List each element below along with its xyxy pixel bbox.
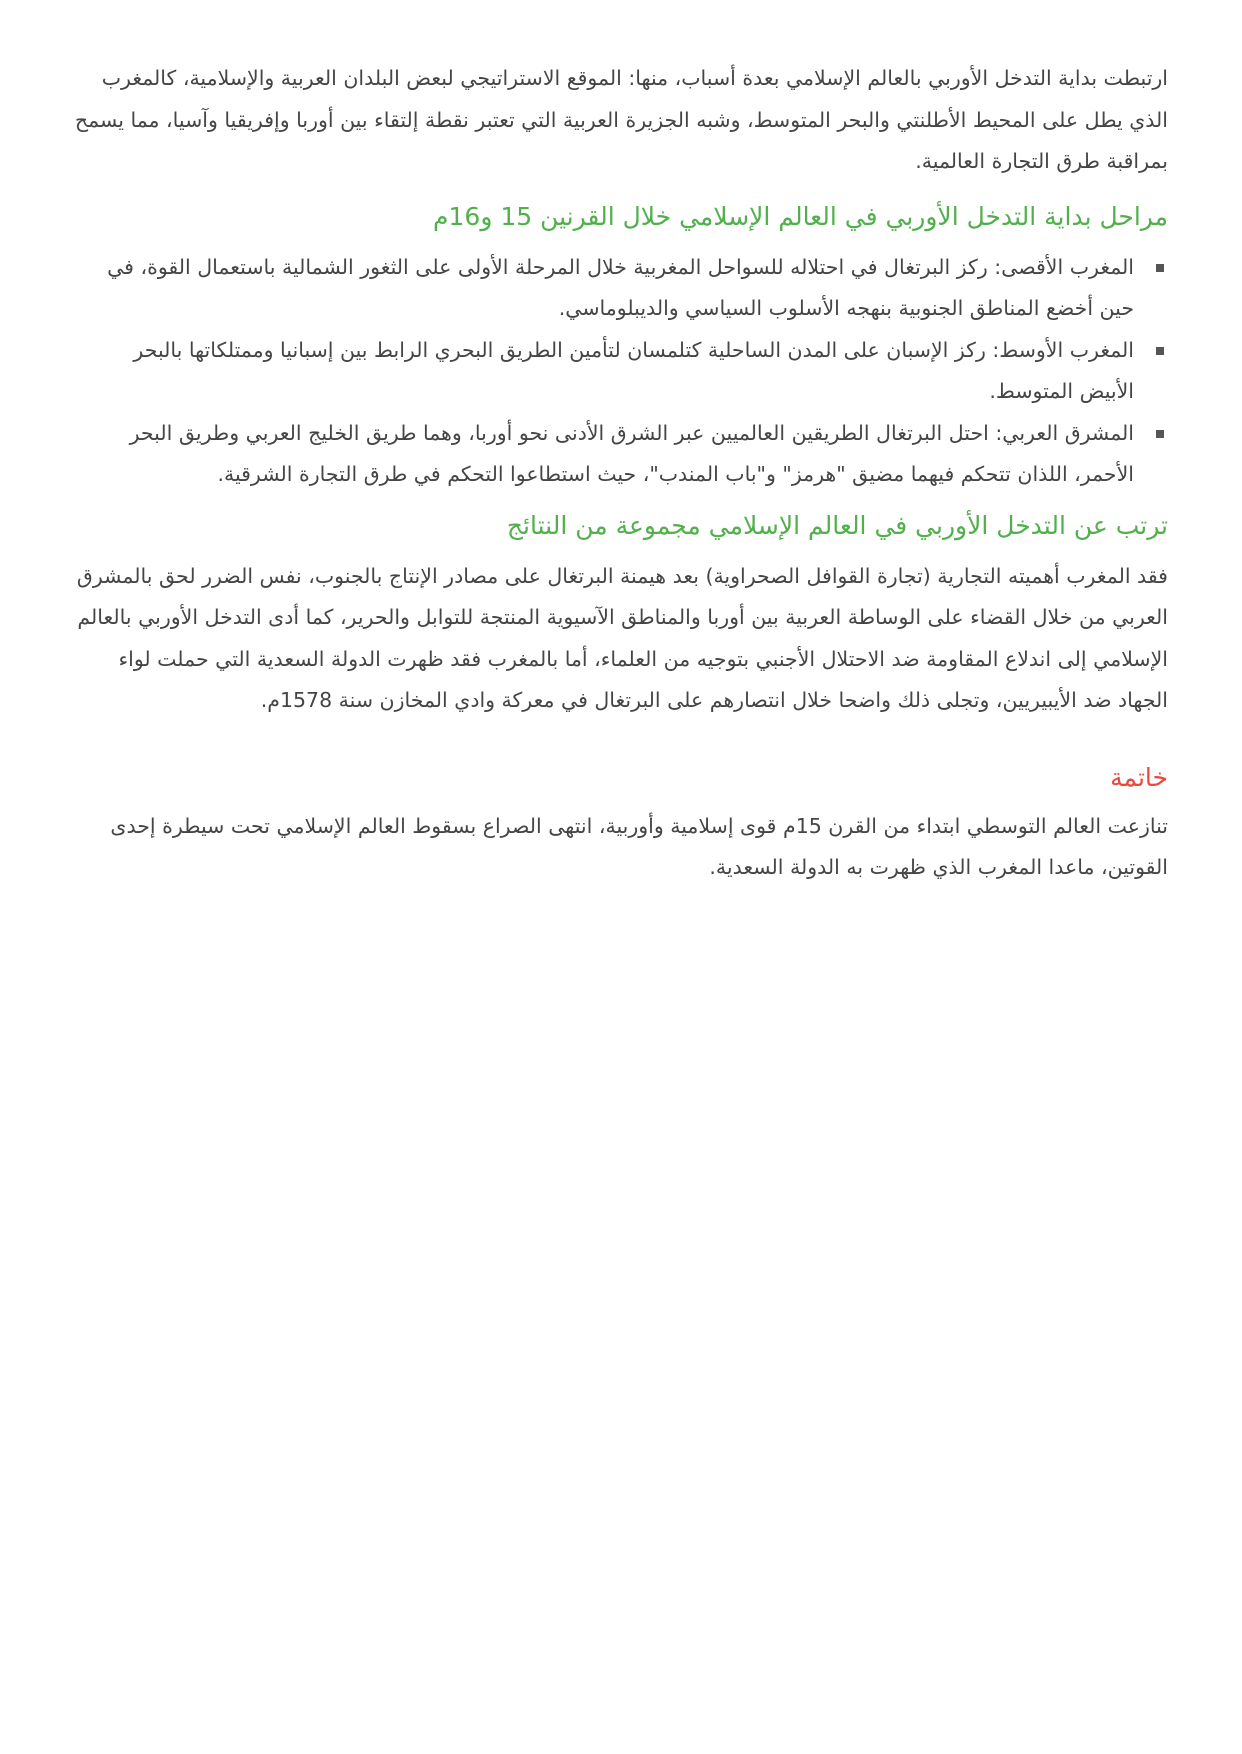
list-item <box>74 330 1168 413</box>
square-bullet-icon <box>1156 264 1164 272</box>
list-item-text: المغرب الأقصى: ركز البرتغال في احتلاله للسواحل المغربية خلال المرحلة الأولى على الثغور الشمالية باستعمال القوة، في حين أخضع المناطق الجنوبية بنهجه الأسلوب السياسي والديبلوماسي. <box>107 254 1134 320</box>
list-item <box>74 413 1168 496</box>
results-paragraph: فقد المغرب أهميته التجارية (تجارة القوافل الصحراوية) بعد هيمنة البرتغال على مصادر الإنتاج بالجنوب، نفس الضرر لحق بالمشرق العربي من خلال القضاء على الوساطة العربية بين أوربا والمناطق الآسيوية المنتجة للتوابل والحرير، كما أدى التدخل الأوربي بالعالم الإسلامي إلى اندلاع المقاومة ضد الاحتلال الأجنبي بتوجيه من العلماء، أما بالمغرب فقد ظهرت الدولة السعدية التي حملت لواء الجهاد ضد الأيبيريين، وتجلى ذلك واضحا خلال انتصارهم على البرتغال في معركة وادي المخازن سنة 1578م. <box>76 563 1168 712</box>
document-page <box>74 58 1168 889</box>
intro-paragraph: ارتبطت بداية التدخل الأوربي بالعالم الإسلامي بعدة أسباب، منها: الموقع الاستراتيجي لبعض البلدان العربية والإسلامية، كالمغرب الذي يطل على المحيط الأطلنتي والبحر المتوسط، وشبه الجزيرة العربية التي تعتبر نقطة إلتقاء بين أوربا وإفريقيا وآسيا، مما يسمح بمراقبة طرق التجارة العالمية. <box>74 66 1168 173</box>
stages-list <box>74 247 1168 496</box>
square-bullet-icon <box>1156 347 1164 355</box>
list-item-text: المغرب الأوسط: ركز الإسبان على المدن الساحلية كتلمسان لتأمين الطريق البحري الرابط بين إسبانيا وممتلكاتها بالبحر الأبيض المتوسط. <box>133 337 1134 403</box>
conclusion-paragraph: تنازعت العالم التوسطي ابتداء من القرن 15م قوى إسلامية وأوربية، انتهى الصراع بسقوط العالم الإسلامي تحت سيطرة إحدى القوتين، ماعدا المغرب الذي ظهرت به الدولة السعدية. <box>110 813 1168 879</box>
conclusion-heading: خاتمة <box>1110 762 1168 792</box>
results-heading: ترتب عن التدخل الأوربي في العالم الإسلامي مجموعة من النتائج <box>506 510 1168 540</box>
list-item <box>74 247 1168 330</box>
list-item-text: المشرق العربي: احتل البرتغال الطريقين العالميين عبر الشرق الأدنى نحو أوربا، وهما طريق الخليج العربي وطريق البحر الأحمر، اللذان تتحكم فيهما مضيق "هرمز" و"باب المندب"، حيث استطاعوا التحكم في طرق التجارة الشرقية. <box>129 420 1134 486</box>
square-bullet-icon <box>1156 430 1164 438</box>
stages-heading: مراحل بداية التدخل الأوربي في العالم الإسلامي خلال القرنين 15 و16م <box>433 201 1168 231</box>
